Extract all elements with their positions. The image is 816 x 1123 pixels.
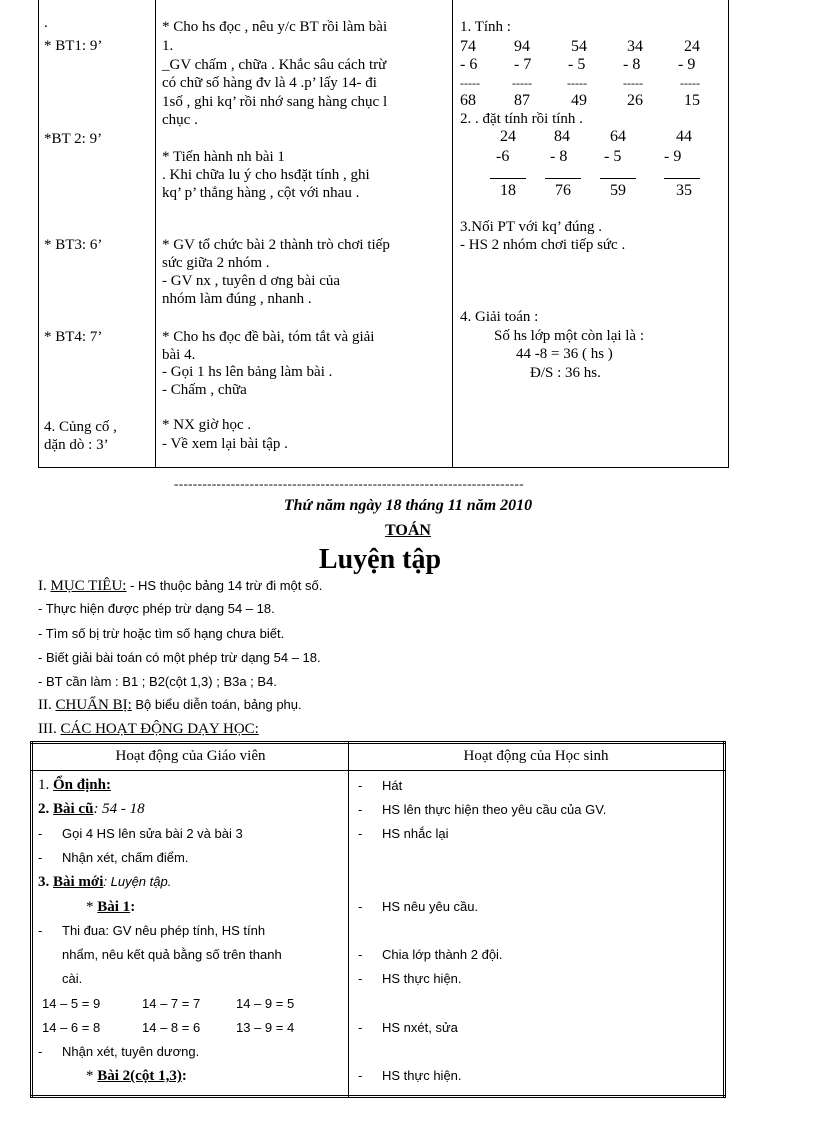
s-dash: - [358,971,363,986]
t-bai1 [86,898,135,916]
objectives-heading: MỤC TIÊU: [50,578,127,594]
objective-item: - Tìm số bị trừ hoặc tìm số hạng chưa biết. [38,626,285,641]
equation: 13 – 9 = 4 [236,1020,295,1035]
t-baicu-rest: : 54 - 18 [93,801,145,817]
s-thuchien2: HS thực hiện. [382,1068,462,1083]
b2-bar [545,178,581,179]
s-neu: HS nêu yêu cầu. [382,899,479,914]
activities-prefix: III. [38,721,61,737]
t-baicu [38,800,145,818]
noi-text: - HS 2 nhóm chơi tiếp sức . [460,237,626,253]
s-dash: - [358,899,363,914]
s-nhaclai: HS nhắc lại [382,826,449,841]
t-ondinh [38,776,111,794]
s-dash: - [358,826,363,841]
objective-item: - HS thuộc bảng 14 trừ đi một số. [126,578,323,593]
t-dash: - [38,923,43,938]
dot: . [44,15,48,31]
t-line: sức giữa 2 nhóm . [162,255,270,271]
tinh-heading: 1. Tính : [460,19,511,35]
b1-result: 87 [514,92,530,109]
b1-top: 94 [514,38,530,55]
b2-result: 59 [610,182,626,199]
header-student: Hoạt động của Học sinh [463,748,609,764]
t-tuyenduong: Nhận xét, tuyên dương. [62,1044,200,1059]
t-line: 1. [162,38,174,54]
b1-result: 68 [460,92,476,109]
equation: 14 – 6 = 8 [42,1020,101,1035]
b2-result: 35 [676,182,692,199]
b1-sub: - 5 [568,56,586,73]
t-line: kq’ p’ thẳng hàng , cột với nhau . [162,185,360,201]
noi-heading: 3.Nối PT với kq’ đúng . [460,219,602,235]
t-baimoi [38,873,171,891]
giai-line: Đ/S : 36 hs. [530,365,601,381]
giai-line: Số hs lớp một còn lại là : [494,328,645,344]
t-bai2-star: * [86,1068,98,1084]
b2-top: 84 [554,128,570,145]
t-goi: Gọi 4 HS lên sửa bài 2 và bài 3 [62,826,243,841]
prep-text: Bộ biểu diễn toán, bảng phụ. [131,697,302,712]
bt1-label: * BT1: 9’ [44,38,103,54]
t-dash: - [38,1044,43,1059]
t-baicu-num: 2. [38,801,53,817]
b1-dashes: ----- [567,76,587,90]
bt2-label: *BT 2: 9’ [44,131,103,147]
s-len: HS lên thực hiện theo yêu cầu của GV. [382,802,607,817]
t-baicu-label: Bài cũ [53,801,94,817]
b1-dashes: ----- [680,76,700,90]
s-thuchien: HS thực hiện. [382,971,462,986]
t-baimoi-num: 3. [38,874,53,890]
s-chia: Chia lớp thành 2 đội. [382,947,503,962]
t-line: * Tiến hành nh bài 1 [162,149,285,165]
t-bai1-colon: : [130,899,136,915]
b2-sub: -6 [496,148,510,165]
t-line: nhóm làm đúng , nhanh . [162,291,312,307]
b2-result: 18 [500,182,516,199]
prep-line [38,696,302,714]
objectives-heading-line [38,577,322,595]
t-baimoi-label: Bài mới [53,874,104,890]
t-dash: - [38,826,43,841]
t-thidua-line: nhẩm, nêu kết quả bằng số trên thanh [62,947,282,962]
b1-dashes: ----- [460,76,480,90]
t-line: - GV nx , tuyên d ơng bài của [162,273,341,289]
equation: 14 – 5 = 9 [42,996,101,1011]
t-line: * Cho hs đọc , nêu y/c BT rồi làm bài [162,19,388,35]
t-bai1-star: * [86,899,98,915]
dat-tinh-heading: 2. . đặt tính rồi tính . [460,111,583,127]
b2-result: 76 [555,182,571,199]
b1-top: 74 [460,38,476,55]
separator: -------------------------------------------------------------------------- [174,476,524,491]
objective-item: - Biết giải bài toán có một phép trừ dạng 54 – 18. [38,650,321,665]
objectives-prefix: I. [38,578,51,594]
equation: 14 – 8 = 6 [142,1020,201,1035]
t-thidua-line: Thi đua: GV nêu phép tính, HS tính [62,923,266,938]
activities-heading-line [38,720,259,738]
t-line: bài 4. [162,347,196,363]
equation: 14 – 9 = 5 [236,996,295,1011]
b1-dashes: ----- [512,76,532,90]
s-nxet: HS nxét, sửa [382,1020,458,1035]
s-dash: - [358,778,363,793]
bt4-label: * BT4: 7’ [44,329,103,345]
t-line: * GV tổ chức bài 2 thành trò chơi tiếp [162,237,390,253]
b1-top: 24 [684,38,700,55]
s-dash: - [358,1068,363,1083]
t-line: có chữ số hàng đv là 4 .p’ lấy 14- đi [162,75,377,91]
t-baimoi-rest: : Luyện tập. [103,874,172,889]
t-ondinh-num: 1. [38,777,53,793]
header-teacher: Hoạt động của Giáo viên [115,748,266,764]
s-hat: Hát [382,778,403,793]
b1-sub: - 6 [460,56,478,73]
t-line: - Gọi 1 hs lên bảng làm bài . [162,364,333,380]
b1-result: 49 [571,92,587,109]
giai-heading: 4. Giải toán : [460,309,539,325]
t-nhanxet: Nhận xét, chấm điểm. [62,850,189,865]
prep-heading: CHUẨN BỊ: [55,697,132,713]
t-line: * NX giờ học . [162,417,252,433]
b1-result: 26 [627,92,643,109]
bt3-label: * BT3: 6’ [44,237,103,253]
t-bai2 [86,1067,187,1085]
b2-top: 64 [610,128,626,145]
activities-heading: CÁC HOẠT ĐỘNG DẠY HỌC: [60,721,259,737]
cungco-line2: dặn dò : 3’ [44,437,109,453]
objective-item: - BT cần làm : B1 ; B2(cột 1,3) ; B3a ; B4. [38,674,277,689]
s-dash: - [358,1020,363,1035]
t-line: 1số , ghi kq’ rồi nhớ sang hàng chục l [162,94,388,110]
subject: TOÁN [385,522,431,539]
b2-bar [664,178,700,179]
t-bai2-label: Bài 2(cột 1,3) [97,1068,182,1084]
t-dash: - [38,850,43,865]
b2-sub: - 8 [550,148,568,165]
b1-sub: - 8 [623,56,641,73]
t-line: . Khi chữa lu ý cho hsđặt tính , ghi [162,167,370,183]
page-title: Luyện tập [318,544,442,575]
t-bai2-colon: : [181,1068,187,1084]
b1-result: 15 [684,92,700,109]
t-bai1-label: Bài 1 [97,899,131,915]
b2-bar [490,178,526,179]
b2-sub: - 5 [604,148,622,165]
b1-sub: - 7 [514,56,532,73]
cungco-line1: 4. Củng cố , [44,419,117,435]
b2-top: 24 [500,128,516,145]
t-line: - Về xem lại bài tập . [162,436,288,452]
t-line: * Cho hs đọc đề bài, tóm tắt và giải [162,329,375,345]
b1-dashes: ----- [623,76,643,90]
b2-top: 44 [676,128,692,145]
b1-top: 34 [627,38,643,55]
giai-line: 44 -8 = 36 ( hs ) [516,346,613,362]
t-ondinh-label: Ổn định: [53,777,111,793]
b2-sub: - 9 [664,148,682,165]
equation: 14 – 7 = 7 [142,996,201,1011]
date-line: Thứ năm ngày 18 tháng 11 năm 2010 [283,497,533,514]
t-line: - Chấm , chữa [162,382,247,398]
t-line: _GV chấm , chữa . Khắc sâu cách trừ [162,57,387,73]
t-line: chục . [162,112,198,128]
s-dash: - [358,802,363,817]
b1-top: 54 [571,38,587,55]
prep-prefix: II. [38,697,56,713]
s-dash: - [358,947,363,962]
objective-item: - Thực hiện được phép trừ dạng 54 – 18. [38,601,275,616]
b2-bar [600,178,636,179]
b1-sub: - 9 [678,56,696,73]
t-thidua-line: cài. [62,971,83,986]
